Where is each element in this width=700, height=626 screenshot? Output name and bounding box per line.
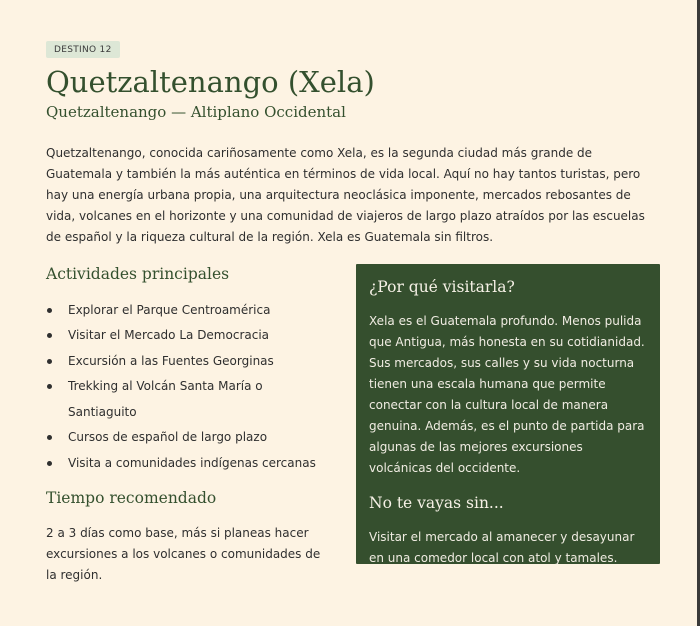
activity-label: Trekking al Volcán Santa María o Santiaguito (68, 379, 263, 419)
list-item (46, 298, 331, 324)
dont-miss-text: Visitar el mercado al amanecer y desayunar en una comedor local con atol y tamales. (369, 530, 635, 566)
activities-heading: Actividades principales (46, 264, 230, 283)
bullet-icon (47, 384, 52, 389)
destination-page (46, 37, 661, 584)
bullet-icon (47, 308, 52, 313)
page-title: Quetzaltenango (Xela) (46, 65, 375, 99)
bullet-icon (47, 333, 52, 338)
time-heading: Tiempo recomendado (46, 489, 217, 508)
list-item (46, 374, 331, 425)
intro-paragraph: Quetzaltenango, conocida cariñosamente como Xela, es la segunda ciudad más grande de Guatemala y también la más auténtica en términos de vida local. Aquí no hay tantos turistas, pero hay una energía urbana propia, una arquitectura neoclásica imponente, mercados rebosantes de vida, volcanes en el horizonte y una comunidad de viajeros de largo plazo atraídos por las escuelas de español y la riqueza cultural de la región. Xela es Guatemala sin filtros. (46, 145, 645, 244)
bullet-icon (47, 359, 52, 364)
why-visit-text: Xela es el Guatemala profundo. Menos pulida que Antigua, más honesta en su cotidianidad. Sus mercados, sus calles y su vida nocturna tienen una escala humana que permite conectar con la cultura local de manera genuina. Además, es el punto de partida para algunas de las mejores excursiones volcánicas del occidente. (369, 313, 645, 475)
activity-label: Cursos de español de largo plazo (68, 430, 268, 445)
activity-label: Explorar el Parque Centroamérica (68, 302, 271, 317)
bullet-icon (47, 461, 52, 466)
activities-list (46, 298, 331, 477)
list-item (46, 425, 331, 451)
page-subtitle: Quetzaltenango — Altiplano Occidental (46, 103, 346, 122)
why-visit-heading: ¿Por qué visitarla? (369, 277, 515, 296)
list-item (46, 349, 331, 375)
activity-label: Visitar el Mercado La Democracia (68, 328, 270, 343)
time-text: 2 a 3 días como base, más si planeas hacer excursiones a los volcanes o comunidades de la región. (46, 525, 321, 582)
left-column (46, 264, 331, 586)
activity-label: Visita a comunidades indígenas cercanas (68, 455, 316, 470)
list-item (46, 323, 331, 349)
list-item (46, 451, 331, 477)
bullet-icon (47, 435, 52, 440)
destination-badge: DESTINO 12 (46, 41, 120, 58)
activity-label: Excursión a las Fuentes Georginas (68, 353, 274, 368)
content-columns (46, 264, 661, 584)
why-visit-panel (356, 264, 660, 564)
dont-miss-heading: No te vayas sin... (369, 493, 504, 512)
